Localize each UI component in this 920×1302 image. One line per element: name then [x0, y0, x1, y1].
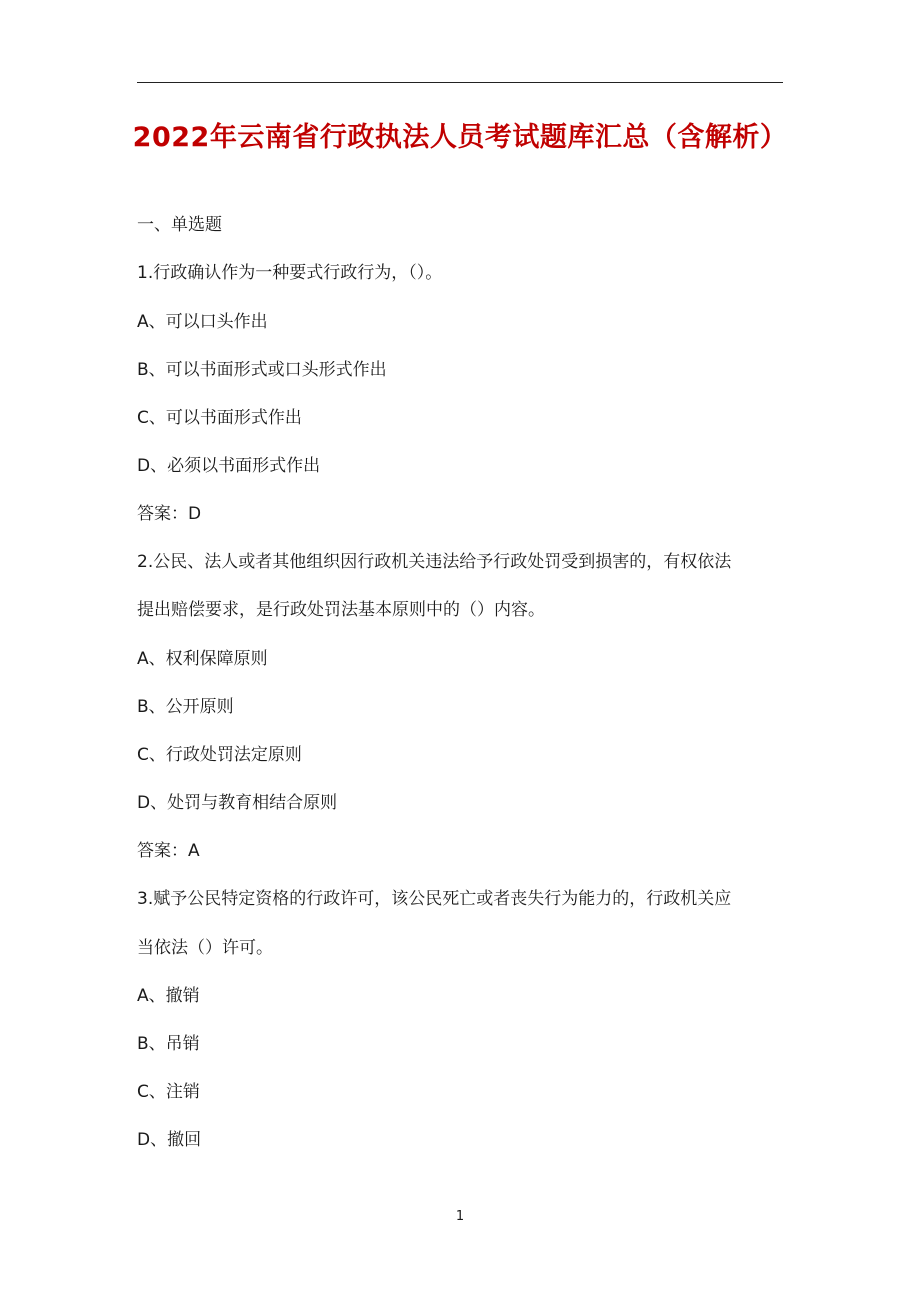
question-1-answer: 答案：D — [137, 504, 202, 524]
question-3-option-c: C、注销 — [137, 1082, 200, 1102]
document-title: 2022年云南省行政执法人员考试题库汇总（含解析） — [132, 122, 788, 153]
question-2-answer: 答案：A — [137, 841, 200, 861]
section-heading: 一、单选题 — [137, 215, 222, 235]
question-1-option-b: B、可以书面形式或口头形式作出 — [137, 360, 387, 380]
question-3-option-b: B、吊销 — [137, 1034, 200, 1054]
question-3-option-d: D、撤回 — [137, 1130, 202, 1150]
question-3-option-a: A、撤销 — [137, 986, 200, 1006]
question-2-stem-line-1: 2.公民、法人或者其他组织因行政机关违法给予行政处罚受到损害的，有权依法 — [137, 552, 732, 572]
question-2-option-d: D、处罚与教育相结合原则 — [137, 793, 338, 813]
question-2-stem-line-2: 提出赔偿要求，是行政处罚法基本原则中的（）内容。 — [137, 600, 545, 620]
question-3-stem-line-2: 当依法（）许可。 — [137, 938, 273, 958]
question-2-option-b: B、公开原则 — [137, 697, 234, 717]
question-2-option-c: C、行政处罚法定原则 — [137, 745, 302, 765]
question-2-option-a: A、权利保障原则 — [137, 649, 268, 669]
question-1-option-c: C、可以书面形式作出 — [137, 408, 302, 428]
question-3-stem-line-1: 3.赋予公民特定资格的行政许可，该公民死亡或者丧失行为能力的，行政机关应 — [137, 889, 732, 909]
header-rule — [137, 82, 783, 83]
question-1-option-a: A、可以口头作出 — [137, 312, 268, 332]
page-number: 1 — [455, 1209, 465, 1224]
question-1-stem: 1.行政确认作为一种要式行政行为，（）。 — [137, 263, 443, 283]
question-1-option-d: D、必须以书面形式作出 — [137, 456, 321, 476]
